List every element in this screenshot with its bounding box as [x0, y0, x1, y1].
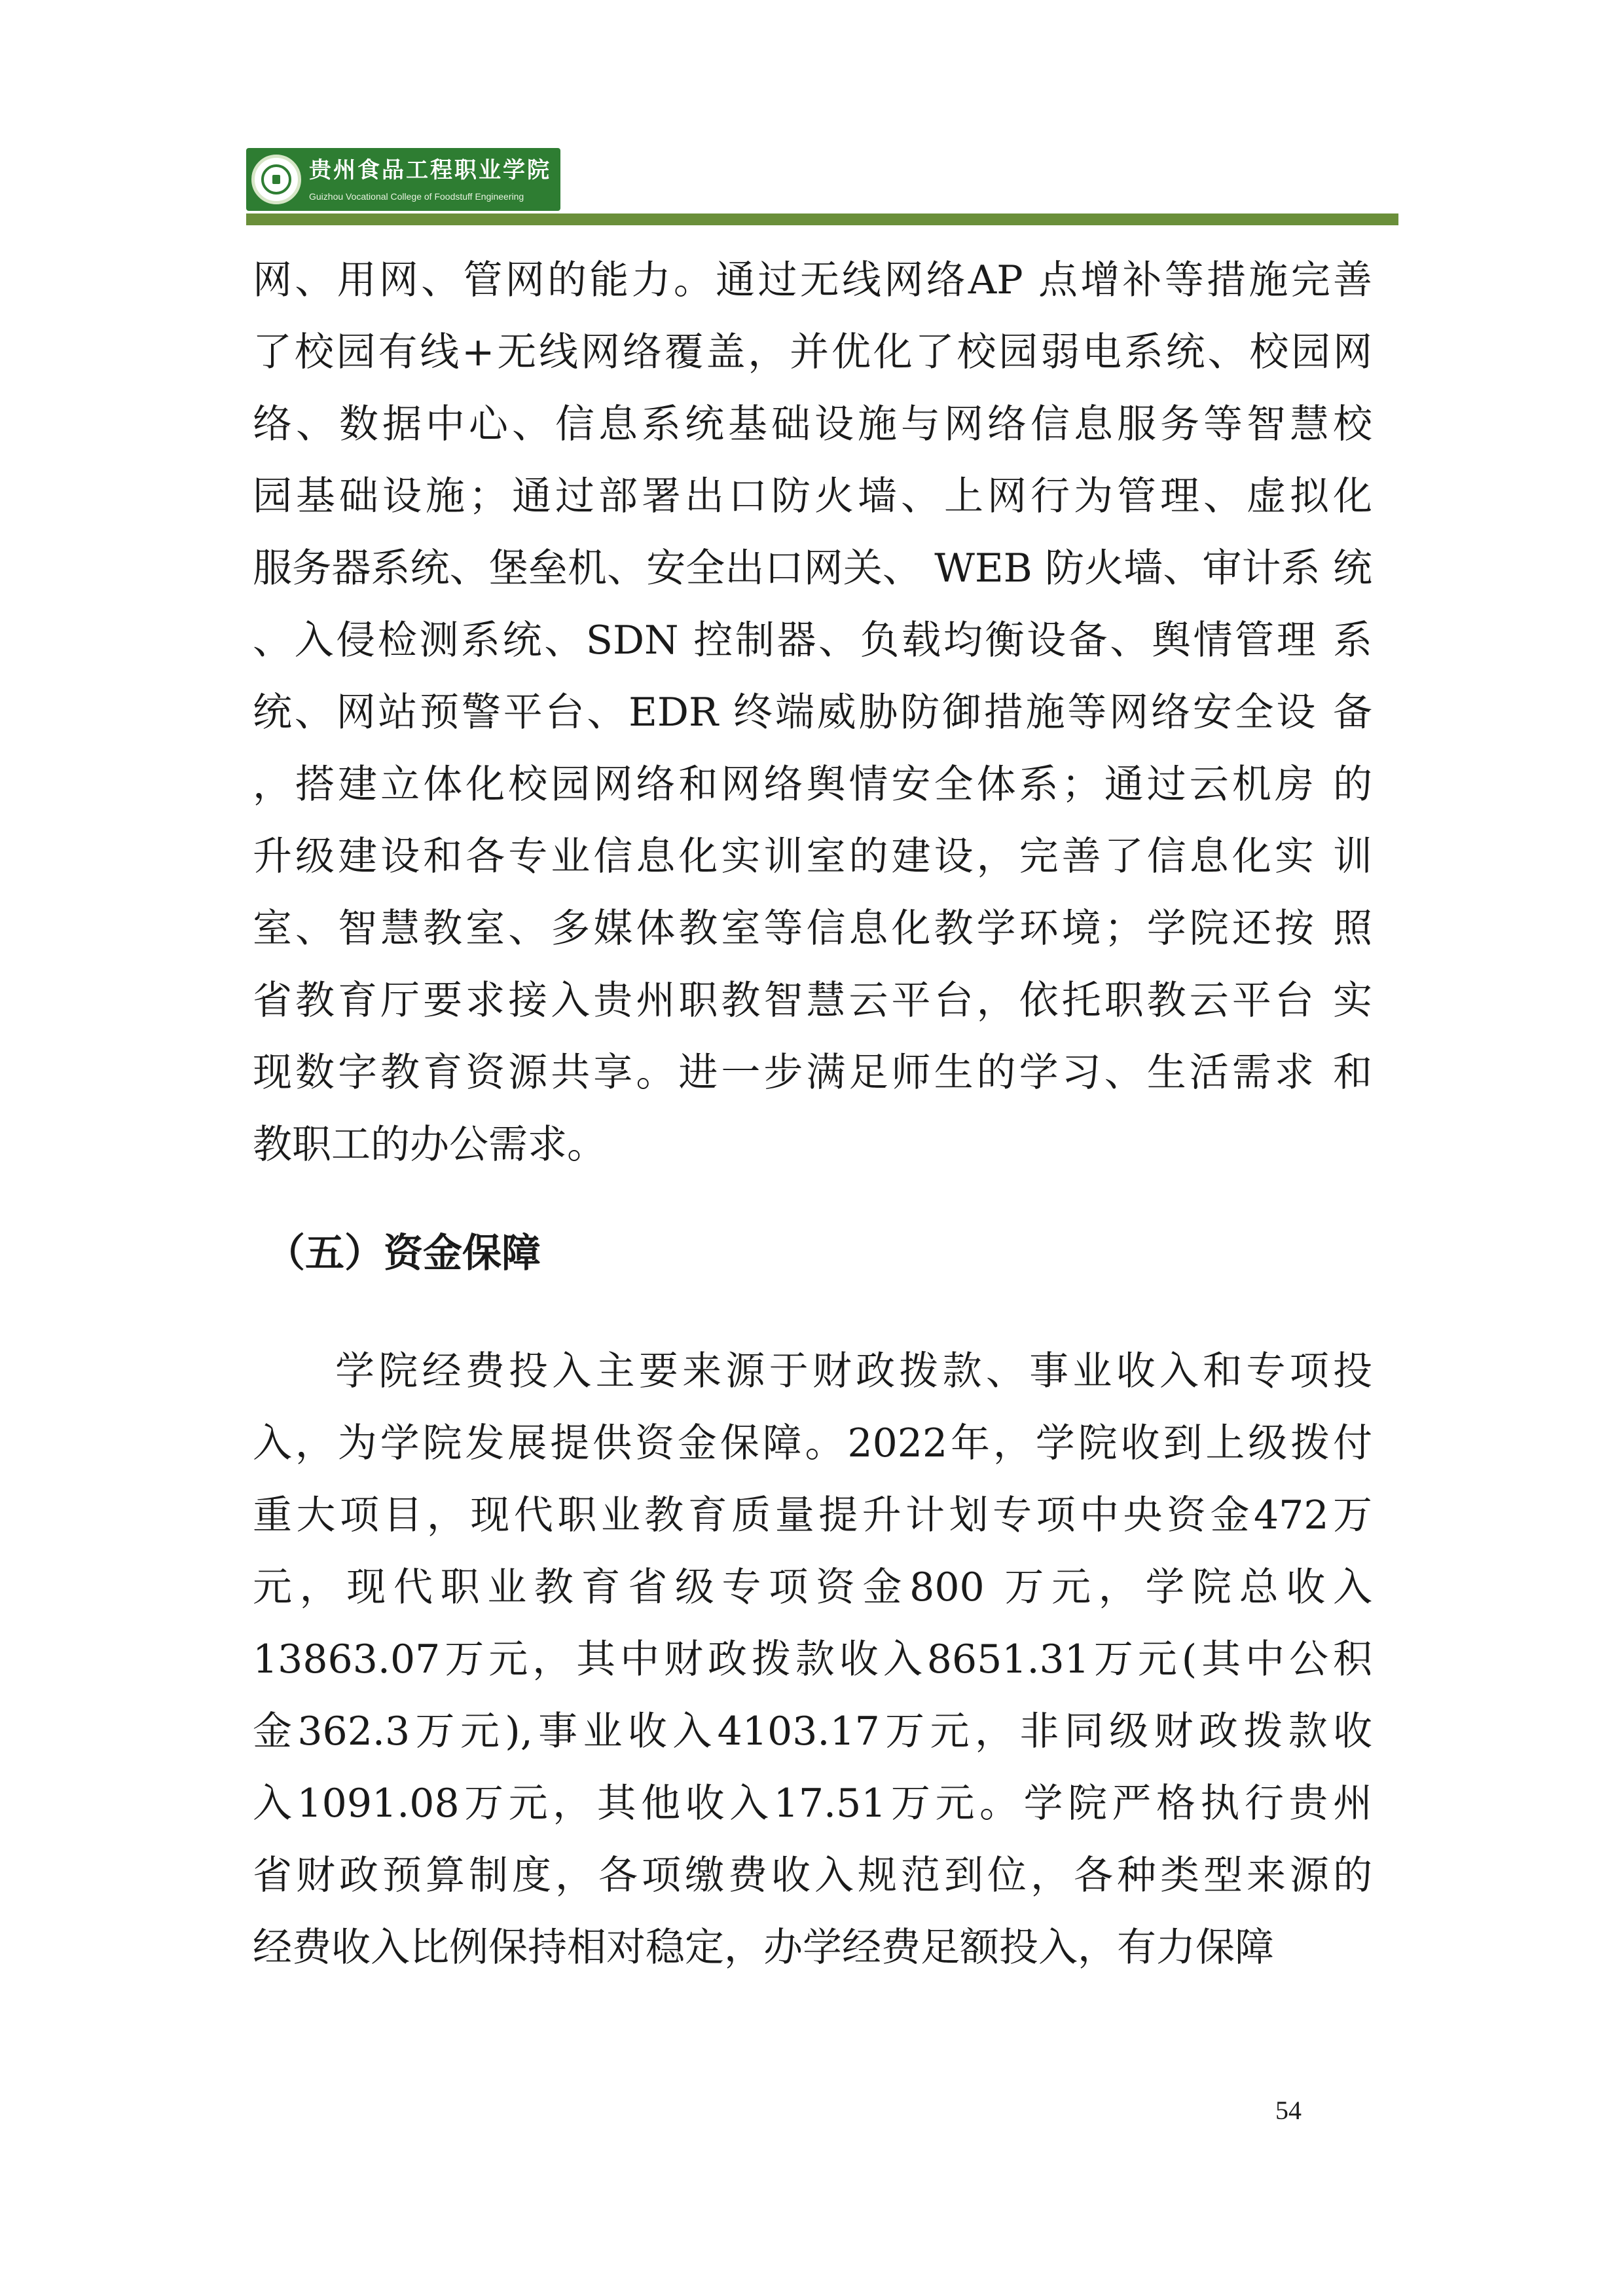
header-divider: [246, 213, 1398, 225]
paragraph-line: 统、网站预警平台、EDR 终端威胁防御措施等网络安全设 备: [253, 690, 1372, 735]
page-number: 54: [1275, 2096, 1302, 2125]
paragraph-line: 重大项目，现代职业教育质量提升计划专项中央资金472万: [253, 1492, 1372, 1538]
paragraph-line: 学院经费投入主要来源于财政拨款、事业收入和专项投: [335, 1348, 1372, 1394]
paragraph-line: 元，现代职业教育省级专项资金800 万元，学院总收入: [253, 1565, 1372, 1610]
college-name-en: Guizhou Vocational College of Foodstuff Engineering: [309, 191, 524, 202]
paragraph-line: 、入侵检测系统、SDN 控制器、负载均衡设备、舆情管理 系: [253, 618, 1372, 663]
paragraph-line: 服务器系统、堡垒机、安全出口网关、 WEB 防火墙、审计系 统: [253, 546, 1372, 591]
paragraph-line: 省教育厅要求接入贵州职教智慧云平台，依托职教云平台 实: [253, 978, 1372, 1024]
section-heading: （五）资金保障: [266, 1231, 541, 1276]
paragraph-line: 现数字教育资源共享。进一步满足师生的学习、生活需求 和: [253, 1050, 1372, 1096]
paragraph-line: 室、智慧教室、多媒体教室等信息化教学环境；学院还按 照: [253, 906, 1372, 952]
paragraph-line: 升级建设和各专业信息化实训室的建设，完善了信息化实 训: [253, 834, 1372, 880]
college-emblem-icon: [251, 155, 301, 204]
paragraph-line: ，搭建立体化校园网络和网络舆情安全体系；通过云机房 的: [253, 762, 1372, 807]
paragraph-line: 13863.07万元，其中财政拨款收入8651.31万元(其中公积: [253, 1637, 1372, 1682]
paragraph-line: 经费收入比例保持相对稳定，办学经费足额投入，有力保障: [253, 1925, 1274, 1971]
paragraph-line: 省财政预算制度，各项缴费收入规范到位，各种类型来源的: [253, 1853, 1372, 1898]
paragraph-line: 入1091.08万元，其他收入17.51万元。学院严格执行贵州: [253, 1781, 1372, 1826]
paragraph-line: 网、用网、管网的能力。通过无线网络AP 点增补等措施完善: [253, 257, 1372, 303]
paragraph-line: 络、数据中心、信息系统基础设施与网络信息服务等智慧校: [253, 401, 1372, 447]
college-logo: [246, 148, 560, 211]
college-name-cn: 贵州食品工程职业学院: [309, 157, 551, 183]
paragraph-line: 教职工的办公需求。: [253, 1122, 606, 1168]
paragraph-line: 金362.3万元),事业收入4103.17万元，非同级财政拨款收: [253, 1709, 1372, 1754]
paragraph-line: 了校园有线+无线网络覆盖，并优化了校园弱电系统、校园网: [253, 329, 1372, 375]
paragraph-line: 园基础设施；通过部署出口防火墙、上网行为管理、虚拟化: [253, 473, 1372, 519]
paragraph-line: 入，为学院发展提供资金保障。2022年，学院收到上级拨付: [253, 1420, 1372, 1466]
